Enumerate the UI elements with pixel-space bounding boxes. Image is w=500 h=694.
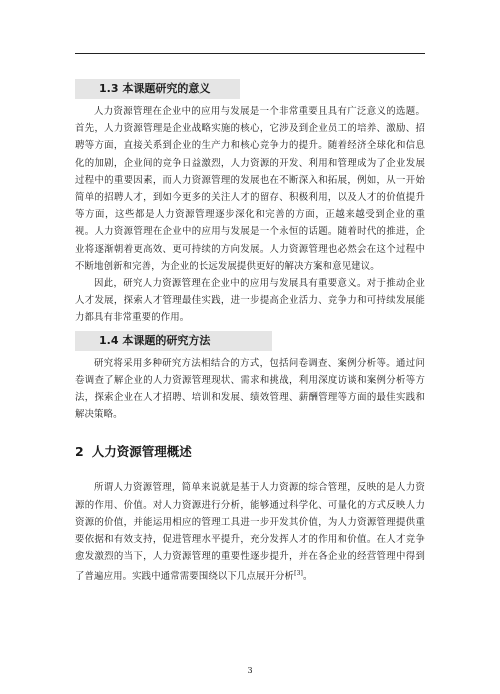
page-content — [75, 77, 425, 586]
citation-marker: [3] — [294, 570, 304, 578]
section-1-4-paragraph-1: 研究将采用多种研究方法相结合的方式，包括问卷调查、案例分析等。通过问卷调查了解企业的人力资源管理现状、需求和挑战，利用深度访谈和案例分析等方法，探索企业在人才招聘、培训和发展、绩效管理、薪酬管理等方面的最佳实践和解决策略。 — [75, 357, 425, 421]
section-heading-1-3: 1.3 本课题研究的意义 — [75, 79, 240, 99]
chapter-2-paragraph-text: 所谓人力资源管理，简单来说就是基于人力资源的综合管理，反映的是人力资源的作用、价值。对人力资源进行分析，能够通过科学化、可量化的方式反映人力资源的价值，并能运用相应的管理工具进一步开发其价值，为人力资源管理提供重要依据和有效支持，促进管理水平提升，充分发挥人才的作用和价值。在人才竞争愈发激烈的当下，人力资源管理的重要性逐步提升，并在各企业的经营管理中得到了普遍应用。实践中通常需要围绕以下几点展开分析 — [75, 482, 425, 583]
section-1-3-paragraph-2: 因此，研究人力资源管理在企业中的应用与发展具有重要意义。对于推动企业人才发展，探索人才管理最佳实践，进一步提高企业活力、竞争力和可持续发展能力都具有非常重要的作用。 — [75, 278, 425, 324]
chapter-2-paragraph-1 — [75, 479, 425, 585]
section-1-3-paragraph-1: 人力资源管理在企业中的应用与发展是一个非常重要且具有广泛意义的选题。首先，人力资源管理是企业战略实施的核心，它涉及到企业员工的培养、激励、招聘等方面，直接关系到企业的生产力和核心竞争力的提升。随着经济全球化和信息化的加剧，企业间的竞争日益激烈，人力资源的开发、利用和管理成为了企业发展过程中的重要因素，而人力资源管理的发展也在不断深入和拓展，例如，从一开始简单的招聘人才，到如今更多的关注人才的留存、积极利用，以及人才的价值提升等方面，这些都是人力资源管理逐步深化和完善的方面，正越来越受到企业的重视。人力资源管理在企业中的应用与发展是一个永恒的话题。随着时代的推进，企业将逐渐朝着更高效、更可持续的方向发展。人力资源管理也必然会在这个过程中不断地创新和完善，为企业的长远发展提供更好的解决方案和意见建议。 — [75, 106, 425, 272]
chapter-2-paragraph-end: 。 — [303, 571, 313, 583]
chapter-number: 2 — [75, 444, 84, 460]
chapter-title: 人力资源管理概述 — [91, 444, 192, 460]
page-number: 3 — [247, 666, 253, 675]
chapter-heading-2 — [75, 441, 425, 463]
header-rule — [75, 53, 425, 54]
section-heading-1-4: 1.4 本课题的研究方法 — [75, 331, 272, 351]
